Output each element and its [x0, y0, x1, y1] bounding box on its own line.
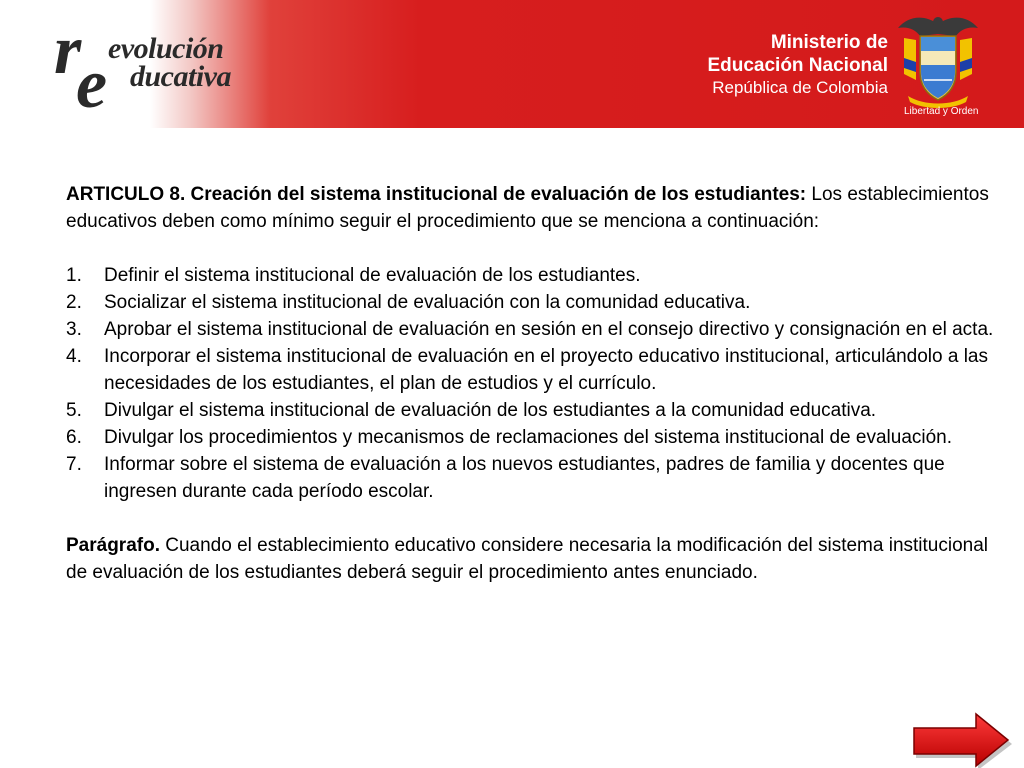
ministry-line-1: Ministerio de: [770, 32, 888, 53]
list-item-number: 1.: [66, 265, 82, 286]
list-item-number: 7.: [66, 454, 82, 475]
procedure-list: [66, 262, 1011, 505]
list-item-number: 3.: [66, 319, 82, 340]
article-content: [66, 181, 1011, 586]
list-item-text: Socializar el sistema institucional de evaluación con la comunidad educativa.: [104, 292, 751, 313]
list-item-number: 5.: [66, 400, 82, 421]
logo-word-revolucion: evolución: [108, 32, 224, 65]
list-item-text: Divulgar el sistema institucional de evaluación de los estudiantes a la comunidad educativa.: [104, 400, 877, 421]
paragraph-label: Parágrafo.: [66, 535, 160, 556]
list-item: [66, 262, 1011, 289]
ministry-title: [707, 32, 888, 98]
logo-word-educativa: ducativa: [130, 60, 231, 93]
list-item-text: Informar sobre el sistema de evaluación a los nuevos estudiantes, padres de familia y docentes que ingresen durante cada período escolar.: [104, 454, 945, 502]
logo-letter-r: r: [54, 12, 82, 89]
list-item: [66, 397, 1011, 424]
list-item: [66, 316, 1011, 343]
list-item: [66, 451, 1011, 505]
list-item-number: 6.: [66, 427, 82, 448]
coat-of-arms-icon: [894, 10, 982, 110]
ministry-line-3: República de Colombia: [712, 77, 888, 97]
article-intro-text: Los establecimientos educativos deben como mínimo seguir el procedimiento que se menciona a continuación:: [66, 184, 989, 232]
list-item-number: 2.: [66, 292, 82, 313]
list-item: [66, 343, 1011, 397]
logo-letter-e: e: [76, 46, 108, 123]
revolucion-educativa-logo: [50, 12, 270, 123]
list-item-number: 4.: [66, 346, 82, 367]
article-heading: ARTICULO 8. Creación del sistema institucional de evaluación de los estudiantes:: [66, 184, 807, 205]
list-item-text: Incorporar el sistema institucional de evaluación en el proyecto educativo institucional, articulándolo a las necesidades de los estudiantes, el plan de estudios y el currículo.: [104, 346, 989, 394]
list-item-text: Aprobar el sistema institucional de evaluación en sesión en el consejo directivo y consignación en el acta.: [104, 319, 994, 340]
header-banner: [0, 0, 1024, 128]
list-item: [66, 289, 1011, 316]
paragraph-text: Cuando el establecimiento educativo considere necesaria la modificación del sistema institucional de evaluación de los estudiantes deberá seguir el procedimiento antes enunciado.: [66, 535, 988, 583]
list-item: [66, 424, 1011, 451]
paragraph-note: [66, 532, 1011, 586]
arrow-right-icon[interactable]: [912, 712, 1012, 768]
motto-text: Libertad y Orden: [904, 106, 979, 117]
article-intro: [66, 181, 1011, 235]
list-item-text: Divulgar los procedimientos y mecanismos de reclamaciones del sistema institucional de evaluación.: [104, 427, 953, 448]
ministry-line-2: Educación Nacional: [707, 54, 888, 76]
list-item-text: Definir el sistema institucional de evaluación de los estudiantes.: [104, 265, 641, 286]
